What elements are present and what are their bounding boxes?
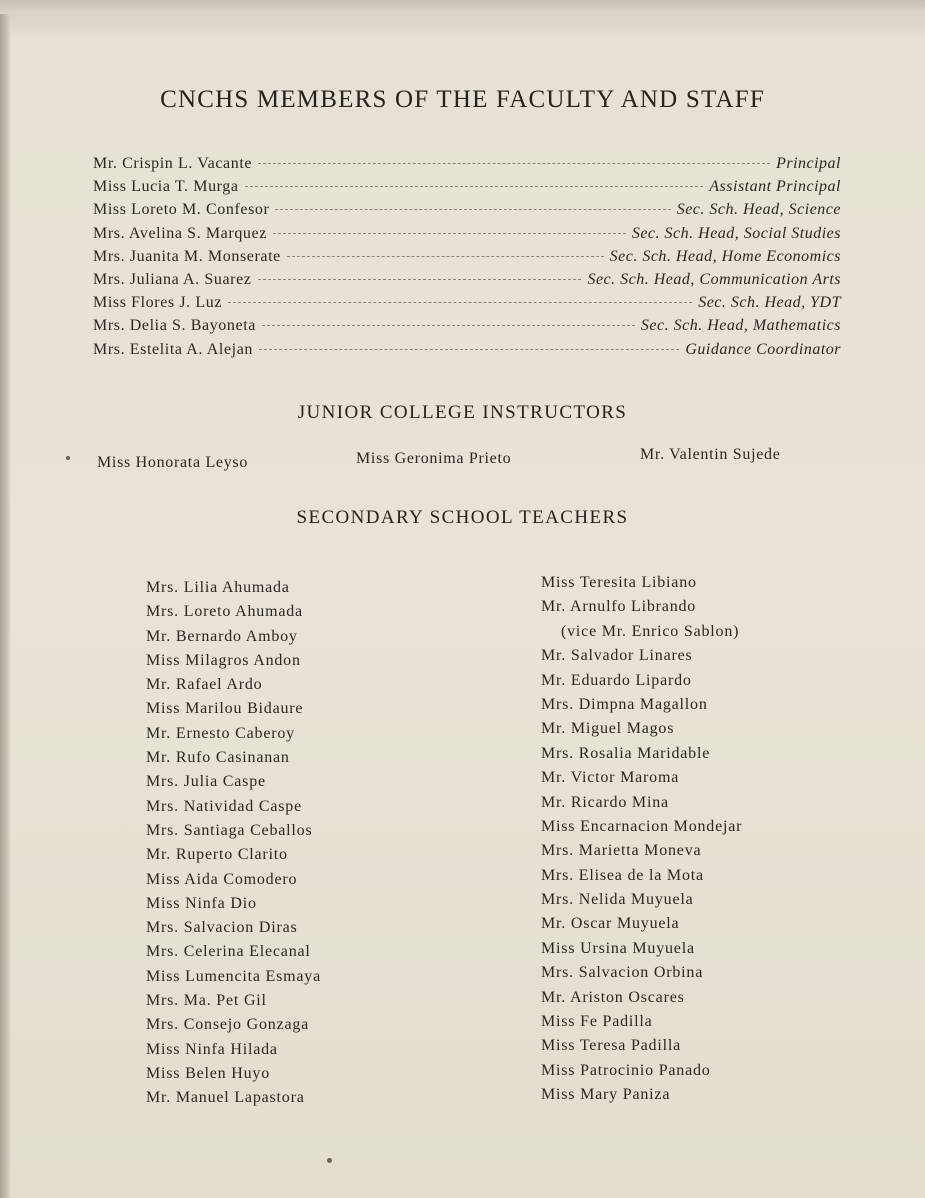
teacher-name: Mrs. Dimpna Magallon (541, 695, 708, 713)
teacher-name: Miss Encarnacion Mondejar (541, 817, 743, 835)
teacher-name: Mr. Victor Maroma (541, 769, 680, 787)
teacher-name: Mr. Bernardo Amboy (146, 627, 298, 645)
teacher-name: Mr. Rafael Ardo (146, 676, 263, 694)
teacher-name: Mr. Ariston Oscares (541, 988, 685, 1006)
teacher-name: Mr. Salvador Linares (541, 647, 693, 665)
dotted-leader (275, 209, 670, 210)
officer-row (93, 248, 841, 271)
officer-name: Miss Flores J. Luz (93, 294, 223, 312)
teacher-name: Miss Ninfa Hilada (146, 1040, 278, 1058)
teacher-name: Mr. Ernesto Caberoy (146, 724, 295, 742)
teacher-name: Miss Teresita Libiano (541, 574, 697, 591)
paper-speck (66, 456, 70, 460)
officer-name: Mrs. Juanita M. Monserate (93, 247, 281, 265)
teacher-name: Mrs. Lilia Ahumada (146, 579, 290, 596)
secondary-teachers-heading: SECONDARY SCHOOL TEACHERS (296, 507, 629, 528)
dotted-leader (245, 186, 704, 187)
officer-name: Mr. Crispin L. Vacante (93, 155, 253, 172)
officer-name: Mrs. Avelina S. Marquez (93, 224, 267, 242)
officer-name: Mrs. Juliana A. Suarez (93, 270, 252, 288)
officer-position: Sec. Sch. Head, YDT (698, 294, 841, 312)
teacher-name: Mr. Manuel Lapastora (146, 1089, 305, 1107)
teacher-name: Mrs. Santiaga Ceballos (146, 821, 313, 839)
officer-position: Assistant Principal (709, 178, 841, 196)
officer-row (93, 155, 841, 178)
teacher-name: Mr. Eduardo Lipardo (541, 671, 692, 689)
officer-name: Miss Lucia T. Murga (93, 178, 239, 196)
teacher-name: Mrs. Elisea de la Mota (541, 866, 704, 884)
teacher-name: Mr. Ricardo Mina (541, 793, 669, 811)
officer-row (93, 271, 841, 294)
officer-row (93, 341, 841, 364)
officer-position: Sec. Sch. Head, Home Economics (609, 247, 841, 265)
teacher-name: Mr. Oscar Muyuela (541, 915, 680, 933)
officer-name: Miss Loreto M. Confesor (93, 201, 270, 219)
teacher-name: Mrs. Julia Caspe (146, 773, 266, 791)
officer-position: Principal (776, 155, 841, 172)
teacher-name: Mrs. Celerina Elecanal (146, 943, 311, 961)
officer-row (93, 294, 841, 317)
teacher-name: Mrs. Consejo Gonzaga (146, 1016, 310, 1034)
teacher-name: Mrs. Loreto Ahumada (146, 603, 303, 621)
dotted-leader (259, 349, 679, 350)
teacher-name: Mrs. Natividad Caspe (146, 797, 302, 815)
dotted-leader (273, 233, 626, 234)
teacher-name: Mrs. Ma. Pet Gil (146, 992, 267, 1010)
teacher-name: Mrs. Nelida Muyuela (541, 891, 694, 909)
page-top-edge (0, 0, 925, 14)
teacher-name: Miss Mary Paniza (541, 1086, 671, 1104)
teacher-name: Miss Milagros Andon (146, 651, 301, 669)
teacher-name: Mrs. Salvacion Orbina (541, 964, 704, 982)
officer-position: Sec. Sch. Head, Communication Arts (587, 270, 841, 288)
paper-speck (327, 1158, 332, 1163)
dotted-leader (287, 256, 604, 257)
officer-position: Sec. Sch. Head, Science (676, 201, 841, 219)
dotted-leader (258, 163, 770, 164)
instructor-name: Miss Geronima Prieto (356, 450, 512, 467)
teacher-name: Mrs. Rosalia Maridable (541, 744, 711, 762)
teacher-name: Mr. Arnulfo Librando (541, 598, 697, 616)
teacher-note: (vice Mr. Enrico Sablon) (561, 622, 740, 640)
dotted-leader (258, 279, 582, 280)
teacher-name: Mr. Rufo Casinanan (146, 749, 290, 767)
officer-row (93, 225, 841, 248)
instructor-name: Mr. Valentin Sujede (640, 446, 781, 463)
instructor-name: Miss Honorata Leyso (97, 454, 249, 471)
officer-row (93, 178, 841, 201)
teachers-right-column (541, 571, 742, 1108)
officer-name: Mrs. Delia S. Bayoneta (93, 317, 256, 335)
junior-college-heading: JUNIOR COLLEGE INSTRUCTORS (297, 402, 628, 423)
teacher-name: Miss Belen Huyo (146, 1064, 270, 1082)
officer-position: Guidance Coordinator (685, 340, 841, 358)
officer-row (93, 201, 841, 224)
teacher-name: Miss Fe Padilla (541, 1013, 653, 1031)
dotted-leader (228, 302, 692, 303)
officer-name: Mrs. Estelita A. Alejan (93, 340, 254, 358)
officer-position: Sec. Sch. Head, Mathematics (640, 317, 841, 335)
officer-position: Sec. Sch. Head, Social Studies (631, 224, 841, 242)
teacher-name: Miss Ninfa Dio (146, 894, 257, 912)
dotted-leader (262, 325, 635, 326)
page-title: CNCHS MEMBERS OF THE FACULTY AND STAFF (160, 86, 765, 113)
teacher-name: Miss Ursina Muyuela (541, 939, 695, 957)
teacher-name: Miss Lumencita Esmaya (146, 967, 321, 985)
teacher-name: Mr. Miguel Magos (541, 720, 675, 738)
teacher-name: Mr. Ruperto Clarito (146, 846, 288, 864)
teacher-name: Mrs. Marietta Moneva (541, 842, 702, 860)
teachers-left-column (146, 576, 321, 1111)
teacher-name: Miss Teresa Padilla (541, 1037, 681, 1055)
officers-list (93, 155, 841, 364)
officer-row (93, 317, 841, 340)
teacher-name: Mrs. Salvacion Diras (146, 919, 298, 937)
teacher-name: Miss Marilou Bidaure (146, 700, 304, 718)
teacher-name: Miss Aida Comodero (146, 870, 298, 888)
teacher-name: Miss Patrocinio Panado (541, 1061, 711, 1079)
